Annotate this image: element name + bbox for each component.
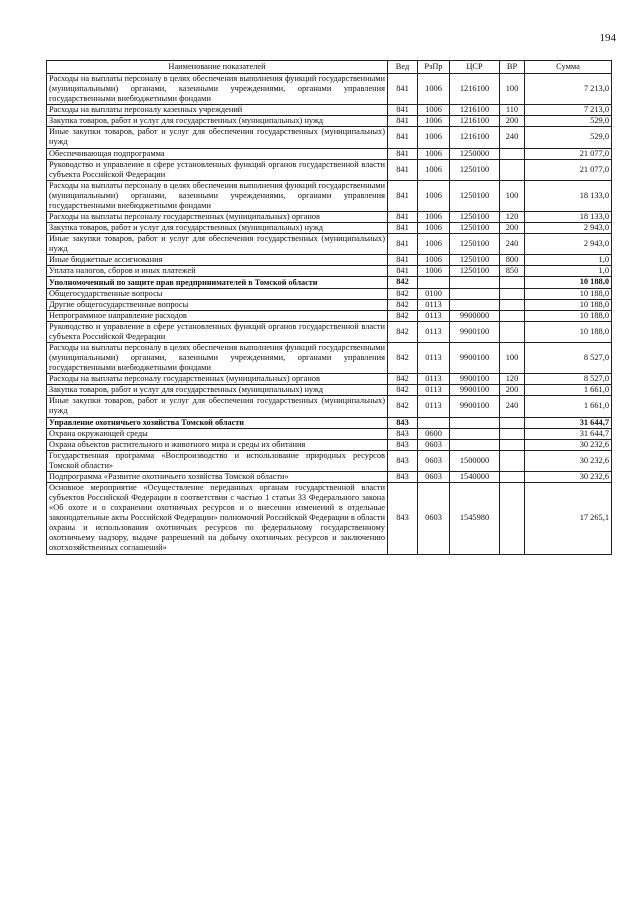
- cell-sum: 529,0: [525, 116, 612, 127]
- table-row: [47, 266, 612, 277]
- table-row: [47, 396, 612, 417]
- cell-name: Управление охотничьего хозяйства Томской области: [47, 417, 388, 428]
- cell-csr: 1250100: [450, 234, 500, 255]
- cell-sum: 529,0: [525, 127, 612, 148]
- cell-csr: 9900100: [450, 374, 500, 385]
- table-row: [47, 417, 612, 428]
- cell-vr: 120: [500, 374, 525, 385]
- cell-rzpr: 0113: [418, 342, 450, 373]
- cell-rzpr: 0113: [418, 396, 450, 417]
- cell-ved: 843: [388, 450, 418, 471]
- cell-rzpr: 1006: [418, 266, 450, 277]
- cell-vr: 200: [500, 116, 525, 127]
- cell-csr: 1500000: [450, 450, 500, 471]
- cell-sum: 10 188,0: [525, 299, 612, 310]
- cell-ved: 843: [388, 417, 418, 428]
- cell-rzpr: 1006: [418, 148, 450, 159]
- cell-sum: 1 661,0: [525, 385, 612, 396]
- table-body: [47, 74, 612, 555]
- table-row: [47, 159, 612, 180]
- cell-sum: 1,0: [525, 266, 612, 277]
- cell-name: Иные закупки товаров, работ и услуг для обеспечения государственных (муниципальных) нужд: [47, 396, 388, 417]
- cell-name: Расходы на выплаты персоналу государственных (муниципальных) органов: [47, 212, 388, 223]
- cell-rzpr: 1006: [418, 212, 450, 223]
- cell-vr: 110: [500, 105, 525, 116]
- cell-ved: 841: [388, 148, 418, 159]
- table-row: [47, 116, 612, 127]
- cell-rzpr: 1006: [418, 234, 450, 255]
- cell-sum: 1 661,0: [525, 396, 612, 417]
- cell-ved: 841: [388, 127, 418, 148]
- table-row: [47, 223, 612, 234]
- cell-ved: 842: [388, 374, 418, 385]
- cell-rzpr: 1006: [418, 127, 450, 148]
- table-row: [47, 74, 612, 105]
- cell-ved: 841: [388, 266, 418, 277]
- table-row: [47, 255, 612, 266]
- cell-sum: 31 644,7: [525, 428, 612, 439]
- header-sum: Сумма: [525, 61, 612, 74]
- table-row: [47, 385, 612, 396]
- cell-csr: 9900100: [450, 342, 500, 373]
- cell-name: Расходы на выплаты персоналу в целях обеспечения выполнения функций государственными (муниципальными) органами, казенными учреждениями, органами управления государственными внебюджетными фондами: [47, 180, 388, 211]
- cell-name: Руководство и управление в сфере установленных функций органов государственной власти субъекта Российской Федерации: [47, 159, 388, 180]
- cell-csr: 1250100: [450, 255, 500, 266]
- cell-ved: 841: [388, 105, 418, 116]
- cell-name: Основное мероприятие «Осуществление переданных органам государственной власти субъектов Российской Федерации в соответствии с частью 1 статьи 33 Федерального закона «Об охоте и о сохранении охотничьих ресурсов и о внесении изменений в отдельные законодательные акты Российской Федерации» полномочий Российской Федерации в области охраны и использования охотничьих ресурсов по федеральному государственному охотничьему надзору, выдаче разрешений на добычу охотничьих ресурсов и заключению охотхозяйственных соглашений»: [47, 482, 388, 554]
- table-row: [47, 482, 612, 554]
- cell-name: Подпрограмма «Развитие охотничьего хозяйства Томской области»: [47, 471, 388, 482]
- cell-ved: 841: [388, 255, 418, 266]
- table-row: [47, 439, 612, 450]
- cell-vr: [500, 450, 525, 471]
- cell-name: Расходы на выплаты персоналу государственных (муниципальных) органов: [47, 374, 388, 385]
- cell-name: Расходы на выплаты персоналу казенных учреждений: [47, 105, 388, 116]
- cell-rzpr: 0113: [418, 299, 450, 310]
- cell-ved: 842: [388, 385, 418, 396]
- table-row: [47, 212, 612, 223]
- cell-vr: [500, 428, 525, 439]
- cell-rzpr: 0113: [418, 374, 450, 385]
- cell-csr: 1250100: [450, 212, 500, 223]
- table-row: [47, 105, 612, 116]
- cell-rzpr: 0100: [418, 288, 450, 299]
- header-rzpr: РзПр: [418, 61, 450, 74]
- cell-vr: 240: [500, 396, 525, 417]
- cell-vr: 200: [500, 223, 525, 234]
- cell-name: Расходы на выплаты персоналу в целях обеспечения выполнения функций государственными (муниципальными) органами, казенными учреждениями, органами управления государственными внебюджетными фондами: [47, 342, 388, 373]
- cell-vr: [500, 299, 525, 310]
- cell-sum: 18 133,0: [525, 180, 612, 211]
- cell-csr: 1250100: [450, 180, 500, 211]
- cell-name: Непрограммное направление расходов: [47, 310, 388, 321]
- cell-name: Уполномоченный по защите прав предпринимателей в Томской области: [47, 277, 388, 288]
- cell-sum: 17 265,1: [525, 482, 612, 554]
- cell-sum: 30 232,6: [525, 450, 612, 471]
- cell-sum: 10 188,0: [525, 310, 612, 321]
- cell-sum: 7 213,0: [525, 74, 612, 105]
- cell-vr: 120: [500, 212, 525, 223]
- cell-ved: 843: [388, 428, 418, 439]
- cell-ved: 842: [388, 310, 418, 321]
- cell-rzpr: 1006: [418, 105, 450, 116]
- cell-csr: 1216100: [450, 116, 500, 127]
- cell-name: Закупка товаров, работ и услуг для государственных (муниципальных) нужд: [47, 116, 388, 127]
- cell-vr: [500, 148, 525, 159]
- budget-table-container: [46, 60, 611, 555]
- cell-vr: [500, 159, 525, 180]
- cell-ved: 841: [388, 116, 418, 127]
- cell-csr: [450, 428, 500, 439]
- table-row: [47, 180, 612, 211]
- cell-ved: 843: [388, 471, 418, 482]
- cell-vr: [500, 310, 525, 321]
- cell-ved: 843: [388, 439, 418, 450]
- cell-rzpr: 1006: [418, 180, 450, 211]
- cell-vr: [500, 417, 525, 428]
- cell-rzpr: 0603: [418, 439, 450, 450]
- cell-vr: [500, 321, 525, 342]
- cell-name: Расходы на выплаты персоналу в целях обеспечения выполнения функций государственными (муниципальными) органами, казенными учреждениями, органами управления государственными внебюджетными фондами: [47, 74, 388, 105]
- cell-rzpr: 0603: [418, 471, 450, 482]
- cell-csr: 1545980: [450, 482, 500, 554]
- cell-csr: 1250100: [450, 266, 500, 277]
- cell-vr: 240: [500, 127, 525, 148]
- cell-ved: 841: [388, 223, 418, 234]
- cell-csr: 9900000: [450, 310, 500, 321]
- cell-rzpr: 0113: [418, 321, 450, 342]
- table-row: [47, 277, 612, 288]
- cell-name: Закупка товаров, работ и услуг для государственных (муниципальных) нужд: [47, 223, 388, 234]
- cell-ved: 842: [388, 342, 418, 373]
- cell-vr: 240: [500, 234, 525, 255]
- cell-csr: 1216100: [450, 127, 500, 148]
- table-row: [47, 299, 612, 310]
- cell-csr: 1216100: [450, 74, 500, 105]
- table-row: [47, 288, 612, 299]
- cell-vr: [500, 277, 525, 288]
- cell-rzpr: 1006: [418, 223, 450, 234]
- cell-vr: 800: [500, 255, 525, 266]
- cell-rzpr: 0113: [418, 310, 450, 321]
- table-row: [47, 342, 612, 373]
- cell-ved: 842: [388, 288, 418, 299]
- cell-csr: [450, 439, 500, 450]
- page-number: 194: [599, 32, 616, 44]
- cell-sum: 8 527,0: [525, 342, 612, 373]
- cell-name: Обеспечивающая подпрограмма: [47, 148, 388, 159]
- cell-name: Охрана окружающей среды: [47, 428, 388, 439]
- cell-rzpr: 1006: [418, 74, 450, 105]
- cell-name: Общегосударственные вопросы: [47, 288, 388, 299]
- cell-sum: 2 943,0: [525, 223, 612, 234]
- table-row: [47, 234, 612, 255]
- cell-ved: 842: [388, 299, 418, 310]
- cell-rzpr: 0600: [418, 428, 450, 439]
- cell-sum: 10 188,0: [525, 288, 612, 299]
- cell-sum: 10 188,0: [525, 277, 612, 288]
- cell-csr: 1540000: [450, 471, 500, 482]
- cell-csr: 1250000: [450, 148, 500, 159]
- cell-sum: 21 077,0: [525, 148, 612, 159]
- table-row: [47, 428, 612, 439]
- cell-name: Руководство и управление в сфере установленных функций органов государственной власти субъекта Российской Федерации: [47, 321, 388, 342]
- header-vr: ВР: [500, 61, 525, 74]
- table-row: [47, 374, 612, 385]
- table-row: [47, 127, 612, 148]
- cell-ved: 842: [388, 321, 418, 342]
- cell-rzpr: 1006: [418, 255, 450, 266]
- header-ved: Вед: [388, 61, 418, 74]
- header-name: Наименование показателей: [47, 61, 388, 74]
- cell-ved: 841: [388, 180, 418, 211]
- cell-sum: 2 943,0: [525, 234, 612, 255]
- table-header-row: [47, 61, 612, 74]
- cell-vr: [500, 482, 525, 554]
- table-row: [47, 310, 612, 321]
- cell-vr: [500, 471, 525, 482]
- cell-csr: 1216100: [450, 105, 500, 116]
- cell-ved: 842: [388, 396, 418, 417]
- cell-sum: 21 077,0: [525, 159, 612, 180]
- cell-rzpr: [418, 417, 450, 428]
- cell-sum: 30 232,6: [525, 439, 612, 450]
- cell-sum: 1,0: [525, 255, 612, 266]
- cell-csr: 1250100: [450, 159, 500, 180]
- cell-name: Государственная программа «Воспроизводство и использование природных ресурсов Томской области»: [47, 450, 388, 471]
- cell-ved: 843: [388, 482, 418, 554]
- cell-csr: 9900100: [450, 385, 500, 396]
- budget-table: [46, 60, 612, 555]
- cell-ved: 841: [388, 212, 418, 223]
- table-row: [47, 148, 612, 159]
- cell-ved: 841: [388, 234, 418, 255]
- cell-name: Иные бюджетные ассигнования: [47, 255, 388, 266]
- cell-sum: 8 527,0: [525, 374, 612, 385]
- cell-vr: 100: [500, 180, 525, 211]
- cell-csr: 1250100: [450, 223, 500, 234]
- cell-rzpr: 1006: [418, 159, 450, 180]
- cell-vr: 850: [500, 266, 525, 277]
- cell-vr: 200: [500, 385, 525, 396]
- cell-sum: 10 188,0: [525, 321, 612, 342]
- cell-csr: 9900100: [450, 396, 500, 417]
- cell-rzpr: 0603: [418, 482, 450, 554]
- cell-name: Охрана объектов растительного и животного мира и среды их обитания: [47, 439, 388, 450]
- cell-name: Другие общегосударственные вопросы: [47, 299, 388, 310]
- cell-rzpr: 0603: [418, 450, 450, 471]
- cell-rzpr: [418, 277, 450, 288]
- table-row: [47, 450, 612, 471]
- cell-vr: [500, 288, 525, 299]
- cell-sum: 30 232,6: [525, 471, 612, 482]
- cell-name: Иные закупки товаров, работ и услуг для обеспечения государственных (муниципальных) нужд: [47, 234, 388, 255]
- table-row: [47, 321, 612, 342]
- cell-sum: 31 644,7: [525, 417, 612, 428]
- cell-csr: [450, 417, 500, 428]
- cell-rzpr: 1006: [418, 116, 450, 127]
- cell-vr: [500, 439, 525, 450]
- cell-vr: 100: [500, 342, 525, 373]
- cell-csr: [450, 277, 500, 288]
- table-row: [47, 471, 612, 482]
- cell-sum: 7 213,0: [525, 105, 612, 116]
- cell-ved: 842: [388, 277, 418, 288]
- cell-ved: 841: [388, 74, 418, 105]
- cell-name: Закупка товаров, работ и услуг для государственных (муниципальных) нужд: [47, 385, 388, 396]
- cell-name: Иные закупки товаров, работ и услуг для обеспечения государственных (муниципальных) нужд: [47, 127, 388, 148]
- cell-vr: 100: [500, 74, 525, 105]
- cell-csr: [450, 299, 500, 310]
- cell-csr: [450, 288, 500, 299]
- cell-ved: 841: [388, 159, 418, 180]
- cell-rzpr: 0113: [418, 385, 450, 396]
- cell-name: Уплата налогов, сборов и иных платежей: [47, 266, 388, 277]
- cell-csr: 9900100: [450, 321, 500, 342]
- cell-sum: 18 133,0: [525, 212, 612, 223]
- header-csr: ЦСР: [450, 61, 500, 74]
